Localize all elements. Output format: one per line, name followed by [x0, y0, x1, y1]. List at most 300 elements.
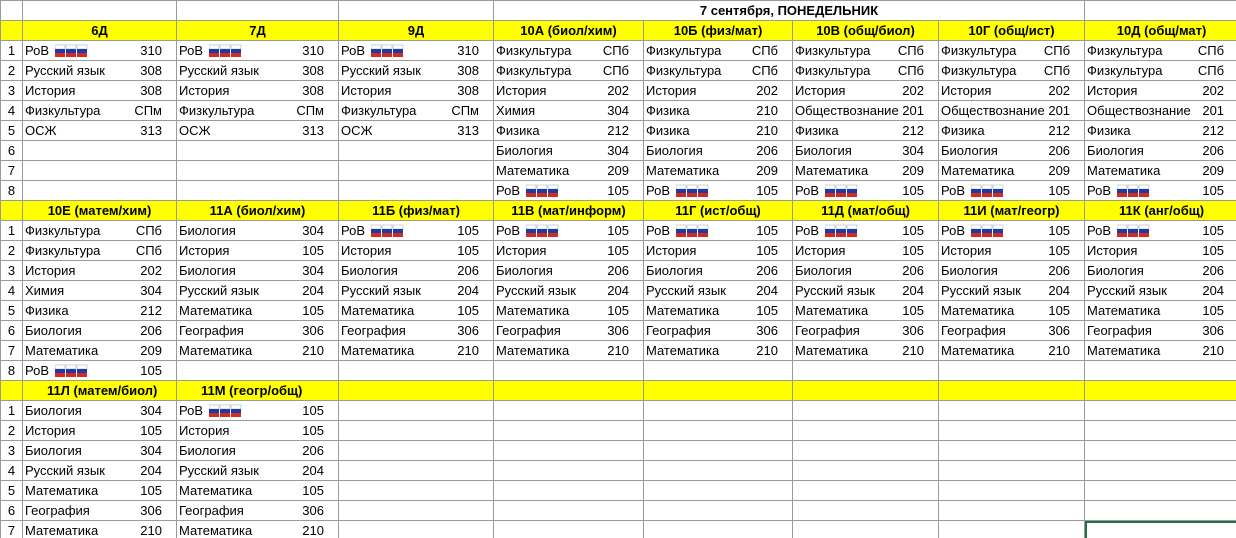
room-number: 105 [1202, 242, 1225, 258]
class-header[interactable]: 10Д (общ/мат) [1085, 21, 1236, 41]
schedule-cell[interactable] [793, 41, 939, 61]
empty-cell[interactable] [339, 421, 494, 441]
schedule-cell[interactable] [644, 261, 793, 281]
row-number: 3 [1, 261, 23, 281]
schedule-cell[interactable] [644, 81, 793, 101]
russian-flag-icon [676, 224, 710, 238]
schedule-cell[interactable] [494, 261, 644, 281]
subject-name: Математика [795, 162, 869, 178]
schedule-cell[interactable] [1085, 41, 1236, 61]
schedule-cell[interactable] [494, 161, 644, 181]
schedule-cell[interactable] [177, 361, 339, 381]
subject-name: Биология [25, 402, 82, 418]
schedule-cell[interactable] [23, 61, 177, 81]
russian-flag-icon [825, 184, 859, 198]
schedule-cell[interactable] [177, 121, 339, 141]
schedule-cell[interactable] [177, 501, 339, 521]
subject-name: Биология [496, 262, 553, 278]
schedule-cell[interactable] [339, 281, 494, 301]
schedule-cell[interactable] [494, 341, 644, 361]
room-number: СПб [751, 62, 778, 78]
class-header[interactable]: 11Б (физ/мат) [339, 201, 494, 221]
subject-name: Биология [341, 262, 398, 278]
schedule-cell[interactable] [793, 261, 939, 281]
empty-cell[interactable] [793, 521, 939, 538]
row-number: 3 [1, 81, 23, 101]
schedule-cell[interactable] [1085, 141, 1236, 161]
row-number: 4 [1, 101, 23, 121]
schedule-cell[interactable] [177, 281, 339, 301]
class-header[interactable]: 11Д (мат/общ) [793, 201, 939, 221]
schedule-cell[interactable] [177, 481, 339, 501]
schedule-cell[interactable] [177, 141, 339, 161]
class-header[interactable]: 10Б (физ/мат) [644, 21, 793, 41]
schedule-cell[interactable] [644, 141, 793, 161]
schedule-cell[interactable] [939, 41, 1085, 61]
schedule-cell[interactable] [339, 41, 494, 61]
schedule-cell[interactable] [939, 281, 1085, 301]
schedule-cell[interactable] [644, 41, 793, 61]
room-number: 209 [756, 162, 778, 178]
schedule-cell[interactable] [793, 301, 939, 321]
schedule-cell[interactable] [793, 361, 939, 381]
subject-name: Обществознание [941, 102, 1045, 118]
schedule-cell[interactable] [23, 461, 177, 481]
subject-name: Математика [179, 482, 253, 498]
empty-cell[interactable] [793, 461, 939, 481]
class-header[interactable]: 11В (мат/информ) [494, 201, 644, 221]
empty-cell[interactable] [939, 521, 1085, 538]
schedule-cell[interactable] [339, 101, 494, 121]
schedule-cell[interactable] [939, 121, 1085, 141]
schedule-cell[interactable] [644, 241, 793, 261]
room-number: 105 [756, 302, 778, 318]
class-header[interactable] [939, 381, 1085, 401]
row-number-header [1, 21, 23, 41]
subject-name: Математика [341, 342, 415, 358]
subject-name: Биология [941, 142, 998, 158]
class-header[interactable]: 6Д [23, 21, 177, 41]
schedule-cell[interactable] [177, 101, 339, 121]
russian-flag-icon [825, 224, 859, 238]
schedule-cell[interactable] [339, 81, 494, 101]
schedule-cell[interactable] [494, 121, 644, 141]
subject-name: РоВ [795, 182, 820, 198]
class-header[interactable] [494, 381, 644, 401]
schedule-cell[interactable] [939, 341, 1085, 361]
room-number: 210 [302, 342, 324, 358]
schedule-cell[interactable] [23, 121, 177, 141]
empty-cell[interactable] [644, 501, 793, 521]
subject-name: История [25, 262, 76, 278]
schedule-cell[interactable] [177, 161, 339, 181]
empty-cell[interactable] [644, 401, 793, 421]
schedule-cell[interactable] [177, 181, 339, 201]
schedule-cell[interactable] [494, 241, 644, 261]
schedule-cell[interactable] [793, 161, 939, 181]
schedule-cell[interactable] [644, 181, 793, 201]
schedule-cell[interactable] [177, 401, 339, 421]
schedule-cell[interactable] [339, 241, 494, 261]
room-number: 310 [140, 42, 162, 58]
schedule-cell[interactable] [939, 261, 1085, 281]
schedule-cell[interactable] [1085, 81, 1236, 101]
schedule-cell[interactable] [339, 341, 494, 361]
class-header[interactable]: 11И (мат/геогр) [939, 201, 1085, 221]
room-number: СПб [897, 42, 924, 58]
empty-cell[interactable] [939, 421, 1085, 441]
schedule-cell[interactable] [177, 61, 339, 81]
schedule-cell[interactable] [644, 341, 793, 361]
row-number: 8 [1, 181, 23, 201]
subject-name: История [646, 82, 697, 98]
empty-cell[interactable] [494, 501, 644, 521]
room-number: 202 [607, 82, 629, 98]
schedule-cell[interactable] [23, 361, 177, 381]
schedule-cell[interactable] [793, 81, 939, 101]
schedule-cell[interactable] [644, 161, 793, 181]
class-header[interactable]: 11Л (матем/биол) [23, 381, 177, 401]
class-header[interactable]: 11Г (ист/общ) [644, 201, 793, 221]
schedule-cell[interactable] [494, 181, 644, 201]
schedule-cell[interactable] [23, 241, 177, 261]
empty-cell[interactable] [339, 401, 494, 421]
room-number: 206 [140, 322, 162, 338]
schedule-cell[interactable] [644, 321, 793, 341]
empty-cell[interactable] [793, 501, 939, 521]
schedule-cell[interactable] [177, 341, 339, 361]
class-header[interactable]: 10А (биол/хим) [494, 21, 644, 41]
subject-name: РоВ [646, 222, 671, 238]
russian-flag-icon [209, 404, 243, 418]
schedule-cell[interactable] [1085, 101, 1236, 121]
subject-name: РоВ [341, 42, 366, 58]
empty-cell[interactable] [939, 441, 1085, 461]
schedule-cell[interactable] [793, 101, 939, 121]
empty-cell[interactable] [1085, 481, 1236, 501]
empty-cell[interactable] [1085, 421, 1236, 441]
subject-name: РоВ [179, 42, 204, 58]
room-number: 306 [140, 502, 162, 518]
schedule-cell[interactable] [644, 281, 793, 301]
class-header[interactable]: 10Е (матем/хим) [23, 201, 177, 221]
class-header[interactable]: 11К (анг/общ) [1085, 201, 1236, 221]
class-header[interactable] [339, 381, 494, 401]
schedule-cell[interactable] [23, 501, 177, 521]
schedule-cell[interactable] [793, 61, 939, 81]
room-number: 105 [902, 242, 924, 258]
schedule-cell[interactable] [339, 361, 494, 381]
room-number: СПб [135, 222, 162, 238]
schedule-cell[interactable] [793, 241, 939, 261]
schedule-cell[interactable] [644, 61, 793, 81]
room-number: 105 [607, 242, 629, 258]
room-number: СПб [1197, 42, 1225, 58]
schedule-cell[interactable] [494, 321, 644, 341]
schedule-cell[interactable] [939, 81, 1085, 101]
schedule-cell[interactable] [1085, 321, 1236, 341]
schedule-cell[interactable] [177, 221, 339, 241]
schedule-cell[interactable] [23, 521, 177, 538]
room-number: 206 [302, 442, 324, 458]
schedule-cell[interactable] [793, 321, 939, 341]
schedule-cell[interactable] [23, 181, 177, 201]
empty-cell[interactable] [494, 461, 644, 481]
class-header[interactable] [1085, 381, 1236, 401]
subject-name: Русский язык [25, 462, 105, 478]
subject-name: Математика [941, 302, 1015, 318]
class-header[interactable]: 10Г (общ/ист) [939, 21, 1085, 41]
schedule-cell[interactable] [339, 221, 494, 241]
room-number: 105 [1202, 302, 1225, 318]
room-number: 204 [756, 282, 778, 298]
class-header[interactable]: 7Д [177, 21, 339, 41]
schedule-cell[interactable] [23, 161, 177, 181]
empty-cell[interactable] [339, 521, 494, 538]
schedule-cell[interactable] [494, 141, 644, 161]
row-number: 6 [1, 321, 23, 341]
room-number: 212 [607, 122, 629, 138]
schedule-cell[interactable] [494, 281, 644, 301]
schedule-cell[interactable] [494, 41, 644, 61]
schedule-cell[interactable] [23, 221, 177, 241]
empty-cell[interactable] [1085, 441, 1236, 461]
row-number: 1 [1, 221, 23, 241]
schedule-cell[interactable] [177, 461, 339, 481]
schedule-cell[interactable] [177, 321, 339, 341]
subject-name: История [1087, 242, 1138, 258]
row-number: 2 [1, 421, 23, 441]
room-number: 105 [302, 242, 324, 258]
empty-cell[interactable] [939, 481, 1085, 501]
schedule-cell[interactable] [177, 301, 339, 321]
schedule-cell[interactable] [939, 101, 1085, 121]
schedule-cell[interactable] [939, 61, 1085, 81]
room-number: 304 [140, 442, 162, 458]
row-number: 4 [1, 281, 23, 301]
class-header[interactable] [644, 381, 793, 401]
schedule-cell[interactable] [793, 141, 939, 161]
schedule-cell[interactable] [494, 361, 644, 381]
schedule-cell[interactable] [177, 261, 339, 281]
russian-flag-icon [371, 224, 405, 238]
room-number: 105 [140, 422, 162, 438]
empty-cell[interactable] [339, 481, 494, 501]
empty-cell[interactable] [939, 461, 1085, 481]
schedule-cell[interactable] [494, 61, 644, 81]
class-header[interactable]: 9Д [339, 21, 494, 41]
schedule-cell[interactable] [1085, 361, 1236, 381]
room-number: 306 [902, 322, 924, 338]
schedule-cell[interactable] [494, 221, 644, 241]
schedule-cell[interactable] [1085, 281, 1236, 301]
empty-cell[interactable] [644, 461, 793, 481]
subject-name: Физика [941, 122, 985, 138]
schedule-cell[interactable] [1085, 221, 1236, 241]
schedule-cell[interactable] [644, 101, 793, 121]
schedule-cell[interactable] [494, 101, 644, 121]
schedule-cell[interactable] [1085, 121, 1236, 141]
empty-cell[interactable] [339, 441, 494, 461]
empty-cell[interactable] [793, 421, 939, 441]
room-number: 304 [302, 262, 324, 278]
room-number: 201 [902, 102, 924, 118]
schedule-cell[interactable] [644, 121, 793, 141]
schedule-cell[interactable] [23, 421, 177, 441]
room-number: 308 [140, 62, 162, 78]
schedule-cell[interactable] [339, 161, 494, 181]
schedule-cell[interactable] [1085, 261, 1236, 281]
empty-cell[interactable] [793, 481, 939, 501]
room-number: СПб [602, 42, 629, 58]
schedule-cell[interactable] [23, 441, 177, 461]
schedule-cell[interactable] [177, 41, 339, 61]
date-title[interactable]: 7 сентября, ПОНЕДЕЛЬНИК [494, 1, 1085, 21]
room-number: 210 [902, 342, 924, 358]
empty-cell[interactable] [494, 401, 644, 421]
schedule-cell[interactable] [23, 261, 177, 281]
room-number: 201 [1048, 102, 1071, 118]
schedule-cell[interactable] [1085, 341, 1236, 361]
schedule-cell[interactable] [23, 481, 177, 501]
subject-name: РоВ [941, 222, 966, 238]
room-number: 105 [302, 402, 324, 418]
schedule-cell[interactable] [23, 301, 177, 321]
schedule-cell[interactable] [939, 301, 1085, 321]
schedule-cell[interactable] [177, 81, 339, 101]
empty-cell[interactable] [939, 501, 1085, 521]
schedule-cell[interactable] [793, 221, 939, 241]
room-number: 210 [457, 342, 479, 358]
room-number: 204 [457, 282, 479, 298]
subject-name: Физкультура [646, 42, 722, 58]
schedule-cell[interactable] [793, 281, 939, 301]
schedule-cell[interactable] [939, 161, 1085, 181]
empty-cell[interactable] [1085, 501, 1236, 521]
schedule-cell[interactable] [177, 241, 339, 261]
schedule-cell[interactable] [939, 361, 1085, 381]
empty-cell[interactable] [339, 461, 494, 481]
subject-name: Физкультура [496, 42, 572, 58]
schedule-cell[interactable] [177, 421, 339, 441]
schedule-cell[interactable] [1085, 61, 1236, 81]
room-number: 210 [1048, 342, 1071, 358]
room-number: 306 [457, 322, 479, 338]
empty-cell[interactable] [494, 441, 644, 461]
schedule-cell[interactable] [644, 361, 793, 381]
class-header[interactable] [793, 381, 939, 401]
subject-name: РоВ [496, 182, 521, 198]
row-number: 6 [1, 501, 23, 521]
row-number: 7 [1, 341, 23, 361]
subject-name: Математика [179, 342, 253, 358]
empty-cell[interactable] [494, 521, 644, 538]
empty-cell[interactable] [494, 481, 644, 501]
schedule-cell[interactable] [23, 321, 177, 341]
subject-name: РоВ [941, 182, 966, 198]
schedule-cell[interactable] [939, 321, 1085, 341]
schedule-cell[interactable] [1085, 181, 1236, 201]
schedule-cell[interactable] [494, 81, 644, 101]
russian-flag-icon [971, 184, 1005, 198]
room-number: 304 [140, 402, 162, 418]
empty-cell[interactable] [644, 421, 793, 441]
class-header[interactable]: 11А (биол/хим) [177, 201, 339, 221]
schedule-cell[interactable] [939, 241, 1085, 261]
subject-name: Физкультура [646, 62, 722, 78]
schedule-cell[interactable] [339, 61, 494, 81]
schedule-cell[interactable] [23, 341, 177, 361]
empty-cell[interactable] [494, 421, 644, 441]
subject-name: История [341, 82, 392, 98]
schedule-cell[interactable] [494, 301, 644, 321]
empty-cell[interactable] [644, 441, 793, 461]
schedule-cell[interactable] [939, 221, 1085, 241]
room-number: 204 [302, 282, 324, 298]
empty-cell[interactable] [644, 521, 793, 538]
schedule-cell[interactable] [23, 41, 177, 61]
schedule-cell[interactable] [23, 401, 177, 421]
subject-name: Химия [496, 102, 536, 118]
schedule-cell[interactable] [1085, 161, 1236, 181]
empty-cell[interactable] [939, 401, 1085, 421]
room-number: 105 [1048, 222, 1071, 238]
room-number: 313 [302, 122, 324, 138]
empty-cell[interactable] [644, 481, 793, 501]
schedule-cell[interactable] [177, 521, 339, 538]
schedule-cell[interactable] [939, 141, 1085, 161]
empty-cell[interactable] [1085, 521, 1236, 538]
schedule-cell[interactable] [339, 141, 494, 161]
class-header[interactable]: 10В (общ/биол) [793, 21, 939, 41]
schedule-cell[interactable] [23, 101, 177, 121]
schedule-cell[interactable] [23, 141, 177, 161]
row-number-header [1, 381, 23, 401]
schedule-cell[interactable] [339, 301, 494, 321]
schedule-cell[interactable] [1085, 241, 1236, 261]
schedule-cell[interactable] [1085, 301, 1236, 321]
schedule-cell[interactable] [339, 121, 494, 141]
schedule-cell[interactable] [939, 181, 1085, 201]
subject-name: Русский язык [179, 62, 259, 78]
schedule-cell[interactable] [793, 121, 939, 141]
schedule-cell[interactable] [339, 181, 494, 201]
empty-cell[interactable] [339, 501, 494, 521]
schedule-cell[interactable] [793, 341, 939, 361]
schedule-cell[interactable] [644, 221, 793, 241]
subject-name: Физика [646, 122, 690, 138]
room-number: 310 [457, 42, 479, 58]
room-number: 204 [902, 282, 924, 298]
schedule-cell[interactable] [177, 441, 339, 461]
class-header[interactable]: 11М (геогр/общ) [177, 381, 339, 401]
schedule-cell[interactable] [644, 301, 793, 321]
empty-cell[interactable] [1085, 401, 1236, 421]
subject-name: Математика [1087, 162, 1161, 178]
schedule-cell[interactable] [793, 181, 939, 201]
room-number: 209 [1048, 162, 1071, 178]
room-number: 105 [302, 482, 324, 498]
schedule-cell[interactable] [23, 81, 177, 101]
empty-cell[interactable] [793, 441, 939, 461]
schedule-cell[interactable] [23, 281, 177, 301]
empty-cell[interactable] [793, 401, 939, 421]
schedule-cell[interactable] [339, 261, 494, 281]
room-number: СПб [1197, 62, 1225, 78]
empty-cell[interactable] [1085, 461, 1236, 481]
room-number: 206 [457, 262, 479, 278]
schedule-cell[interactable] [339, 321, 494, 341]
